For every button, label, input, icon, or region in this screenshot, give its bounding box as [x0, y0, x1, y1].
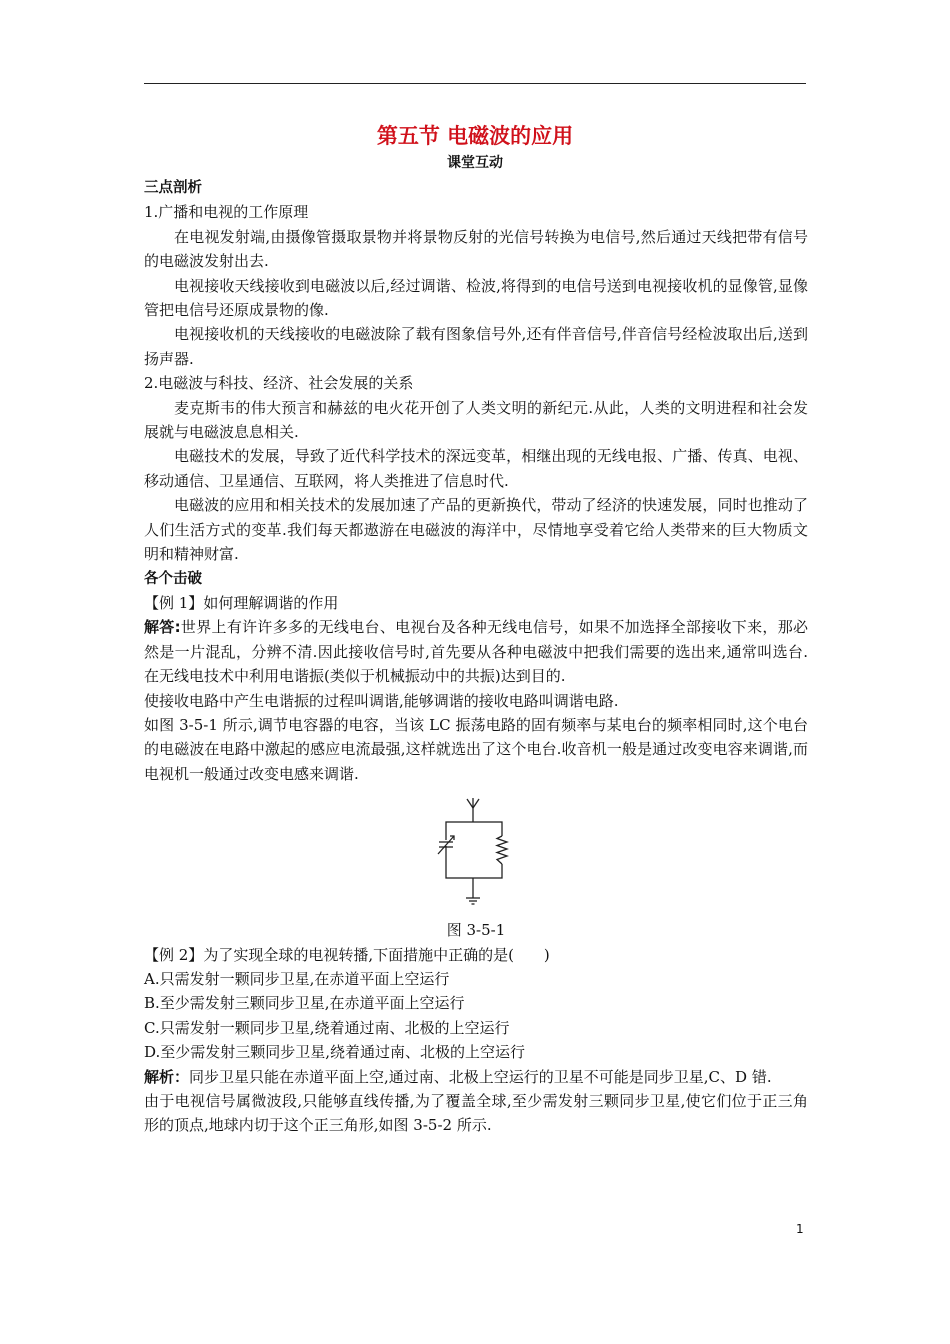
section-heading-analysis: 三点剖析	[144, 180, 202, 196]
option-b: B.至少需发射三颗同步卫星,在赤道平面上空运行	[144, 994, 465, 1013]
section-heading-examples: 各个击破	[144, 570, 202, 587]
header-rule	[144, 83, 806, 84]
example-2-question: 为了实现全球的电视转播,下面措施中正确的是( )	[203, 945, 550, 964]
example-2	[144, 943, 808, 967]
item-title-2: 2.电磁波与科技、经济、社会发展的关系	[144, 374, 414, 393]
item-title-1: 1.广播和电视的工作原理	[144, 203, 309, 222]
page-subtitle: 课堂互动	[447, 155, 503, 171]
answer-paragraph-2: 使接收电路中产生电谐振的过程叫调谐,能够调谐的接收电路叫调谐电路.	[144, 691, 619, 710]
analysis-paragraph-1	[144, 1065, 808, 1089]
answer-text-1: 世界上有许许多多的无线电台、电视台及各种无线电信号，如果不加选择全部接收下来，那必然是一片混乱，分辨不清.因此接收信号时,首先要从各种电磁波中把我们需要的选出来,通常叫选台.在无线电技术中利用电谐振(类似于机械振动中的共振)达到目的.	[144, 618, 808, 686]
paragraph-2: 电视接收天线接收到电磁波以后,经过调谐、检波,将得到的电信号送到电视接收机的显像管,显像管把电信号还原成景物的像.	[144, 276, 808, 320]
option-d: D.至少需发射三颗同步卫星,绕着通过南、北极的上空运行	[144, 1043, 526, 1062]
example-1-label: 【例 1】	[144, 593, 204, 612]
page-number: 1	[796, 1222, 804, 1236]
figure-lc-circuit	[144, 796, 808, 942]
paragraph-4: 麦克斯韦的伟大预言和赫兹的电火花开创了人类文明的新纪元.从此，人类的文明进程和社会发展就与电磁波息息相关.	[144, 398, 808, 442]
example-1-question: 如何理解调谐的作用	[203, 593, 339, 612]
analysis-label: 解析：	[144, 1067, 190, 1086]
figure-caption: 图 3-5-1	[446, 921, 506, 940]
answer-paragraph-3: 如图 3-5-1 所示,调节电容器的电容，当该 LC 振荡电路的固有频率与某电台的频率相同时,这个电台的电磁波在电路中激起的感应电流最强,这样就选出了这个电台.收音机一般是通过改变电容来调谐,而电视机一般通过改变电感来调谐.	[144, 715, 808, 783]
example-2-label: 【例 2】	[144, 945, 204, 964]
lc-circuit-diagram	[436, 796, 516, 912]
option-c: C.只需发射一颗同步卫星,绕着通过南、北极的上空运行	[144, 1018, 510, 1037]
answer-label: 解答:	[144, 618, 181, 637]
paragraph-6: 电磁波的应用和相关技术的发展加速了产品的更新换代，带动了经济的快速发展，同时也推动了人们生活方式的变革.我们每天都遨游在电磁波的海洋中，尽情地享受着它给人类带来的巨大物质文明和精神财富.	[144, 496, 808, 564]
option-a: A.只需发射一颗同步卫星,在赤道平面上空运行	[144, 969, 450, 988]
page-title: 第五节 电磁波的应用	[376, 124, 574, 148]
answer-paragraph-1	[144, 615, 808, 688]
paragraph-5: 电磁技术的发展，导致了近代科学技术的深远变革，相继出现的无线电报、广播、传真、电视、移动通信、卫星通信、互联网，将人类推进了信息时代.	[144, 447, 808, 490]
document-body	[144, 176, 808, 1138]
paragraph-1: 在电视发射端,由摄像管摄取景物并将景物反射的光信号转换为电信号,然后通过天线把带有信号的电磁波发射出去.	[144, 227, 808, 271]
example-1	[144, 591, 808, 615]
paragraph-3: 电视接收机的天线接收的电磁波除了载有图象信号外,还有伴音信号,伴音信号经检波取出后,送到扬声器.	[144, 325, 808, 368]
analysis-paragraph-2: 由于电视信号属微波段,只能够直线传播,为了覆盖全球,至少需发射三颗同步卫星,使它们位于正三角形的顶点,地球内切于这个正三角形,如图 3-5-2 所示.	[144, 1092, 808, 1135]
analysis-text-1: 同步卫星只能在赤道平面上空,通过南、北极上空运行的卫星不可能是同步卫星,C、D 错.	[189, 1067, 772, 1086]
